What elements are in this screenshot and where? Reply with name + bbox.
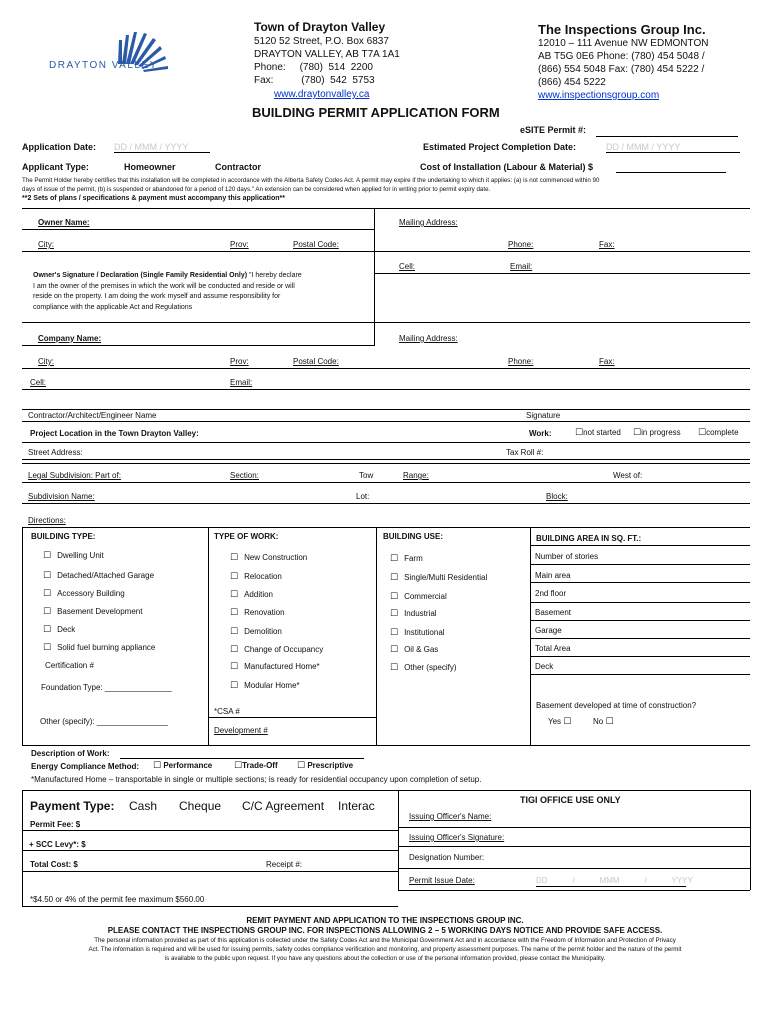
inspections-name: The Inspections Group Inc.	[538, 22, 706, 37]
area-row-divider	[530, 620, 750, 621]
building-use-header: BUILDING USE:	[383, 532, 443, 541]
checkbox-icon[interactable]: ☐	[43, 551, 52, 561]
building-type-label: Solid fuel burning appliance	[57, 643, 156, 652]
building-type-option[interactable]	[43, 607, 142, 617]
building-type-option[interactable]	[43, 571, 154, 581]
energy-compliance-label: Energy Compliance Method:	[31, 762, 140, 771]
work-complete-option[interactable]	[698, 428, 739, 438]
owner-name-label[interactable]: Owner Name:	[38, 218, 90, 227]
manufactured-note: *Manufactured Home – transportable in single or multiple sections; is ready for residential occupancy upon completion of setup.	[31, 775, 482, 784]
checkbox-icon[interactable]: ☐	[575, 428, 584, 438]
work-in-progress-label: in progress	[641, 428, 681, 437]
building-area-option[interactable]	[535, 552, 598, 561]
company-email-label[interactable]: Email:	[230, 378, 253, 387]
payment-interac-option[interactable]: Interac	[338, 799, 375, 813]
building-area-label: Deck	[535, 662, 554, 671]
designation-number-label[interactable]: Designation Number:	[409, 853, 485, 862]
checkbox-icon[interactable]: ☐	[230, 572, 239, 582]
type-of-work-header: TYPE OF WORK:	[214, 532, 279, 541]
cae-name-label[interactable]: Contractor/Architect/Engineer Name	[28, 411, 157, 420]
checkbox-icon[interactable]: ☐	[563, 717, 572, 727]
type-of-work-option[interactable]	[230, 662, 320, 672]
building-area-label: Total Area	[535, 644, 571, 653]
type-of-work-label: Demolition	[244, 627, 282, 636]
application-date-label: Application Date:	[22, 142, 97, 152]
checkbox-icon[interactable]: ☐	[230, 645, 239, 655]
type-of-work-option[interactable]	[230, 608, 285, 618]
area-row-divider	[530, 602, 750, 603]
area-row-divider	[530, 656, 750, 657]
building-area-option[interactable]	[535, 571, 571, 580]
type-of-work-label: Change of Occupancy	[244, 645, 324, 654]
date-dd: DD	[536, 876, 548, 885]
lot-label[interactable]: Lot:	[356, 492, 370, 501]
town-fax: Fax: (780) 542 5753	[254, 75, 375, 86]
inspections-line4: (866) 454 5222	[538, 77, 606, 88]
payment-cheque-option[interactable]: Cheque	[179, 799, 222, 813]
office-use-header: TIGI OFFICE USE ONLY	[520, 795, 621, 805]
company-prov-label[interactable]: Prov:	[230, 357, 249, 366]
building-area-label: Garage	[535, 626, 562, 635]
applicant-contractor-option[interactable]: Contractor	[215, 162, 262, 172]
town-website-link[interactable]: www.draytonvalley.ca	[274, 89, 370, 100]
building-type-option[interactable]	[43, 643, 155, 653]
building-use-option[interactable]	[390, 609, 437, 619]
type-of-work-option[interactable]	[230, 590, 273, 600]
building-type-option[interactable]	[43, 551, 104, 561]
scc-levy-label[interactable]: + SCC Levy*: $	[29, 840, 86, 849]
checkbox-icon[interactable]: ☐	[390, 645, 399, 655]
checkbox-icon[interactable]: ☐	[43, 643, 52, 653]
work-label: Work:	[529, 429, 552, 438]
checkbox-icon[interactable]: ☐	[43, 589, 52, 599]
remit-notice: REMIT PAYMENT AND APPLICATION TO THE INSPECTIONS GROUP INC.	[246, 916, 524, 925]
type-of-work-option[interactable]	[230, 645, 323, 655]
area-row-divider	[530, 582, 750, 583]
building-area-option[interactable]	[535, 626, 562, 635]
checkbox-icon[interactable]: ☐	[230, 590, 239, 600]
checkbox-icon[interactable]: ☐	[230, 681, 239, 691]
building-use-option[interactable]	[390, 628, 445, 638]
contact-notice: PLEASE CONTACT THE INSPECTIONS GROUP INC. FOR INSPECTIONS ALLOWING 2 – 5 WORKING DAYS NOTICE AND PROVIDE SAFE ACCESS.	[107, 926, 663, 935]
type-of-work-label: Renovation	[244, 608, 285, 617]
checkbox-icon[interactable]: ☐	[230, 608, 239, 618]
building-use-option[interactable]	[390, 554, 423, 564]
building-use-option[interactable]	[390, 663, 457, 673]
checkbox-icon[interactable]: ☐	[230, 553, 239, 563]
prescriptive-label: Prescriptive	[307, 761, 354, 770]
range-label[interactable]: Range:	[403, 471, 429, 480]
owner-mailing-label[interactable]: Mailing Address:	[399, 218, 458, 227]
payment-cc-option[interactable]: C/C Agreement	[242, 799, 325, 813]
owner-email-label[interactable]: Email:	[510, 262, 533, 271]
checkbox-icon[interactable]: ☐	[43, 625, 52, 635]
esite-field[interactable]	[596, 127, 738, 137]
block-label[interactable]: Block:	[546, 492, 568, 501]
applicant-homeowner-option[interactable]: Homeowner	[124, 162, 176, 172]
building-area-label: Main area	[535, 571, 571, 580]
form-title: BUILDING PERMIT APPLICATION FORM	[252, 105, 500, 120]
checkbox-icon[interactable]: ☐	[153, 761, 162, 771]
basement-yes-option[interactable]	[548, 717, 571, 727]
building-use-option[interactable]	[390, 573, 487, 583]
building-use-label: Industrial	[404, 609, 437, 618]
building-type-option[interactable]	[43, 625, 75, 635]
payment-type-label: Payment Type:	[30, 799, 115, 813]
company-city-label[interactable]: City:	[38, 357, 54, 366]
inspections-line3: (866) 554 5048 Fax: (780) 454 5222 /	[538, 64, 705, 75]
building-type-label: Accessory Building	[57, 589, 125, 598]
town-city: DRAYTON VALLEY, AB T7A 1A1	[254, 49, 400, 60]
project-location-label: Project Location in the Town Drayton Valley:	[30, 429, 199, 438]
checkbox-icon[interactable]: ☐	[43, 607, 52, 617]
owner-prov-label[interactable]: Prov:	[230, 240, 249, 249]
west-of-label[interactable]: West of:	[613, 471, 643, 480]
foundation-type-field[interactable]: Foundation Type: _______________	[41, 683, 172, 692]
checkbox-icon[interactable]: ☐	[230, 627, 239, 637]
work-not-started-option[interactable]	[575, 428, 621, 438]
building-use-label: Oil & Gas	[404, 645, 439, 654]
payment-cash-option[interactable]: Cash	[129, 799, 158, 813]
prescriptive-option[interactable]	[297, 761, 353, 771]
applicant-type-label: Applicant Type:	[22, 162, 89, 172]
plans-note: **2 Sets of plans / specifications & payment must accompany this application**	[22, 195, 285, 202]
checkbox-icon[interactable]: ☐	[390, 609, 399, 619]
building-use-label: Institutional	[404, 628, 445, 637]
basement-no-label: No	[593, 717, 604, 726]
owner-declaration	[33, 271, 302, 313]
basement-yes-label: Yes	[548, 717, 562, 726]
owner-cell-label[interactable]: Cell:	[399, 262, 416, 271]
building-area-option[interactable]	[535, 608, 571, 617]
building-use-option[interactable]	[390, 592, 447, 602]
checkbox-icon[interactable]: ☐	[297, 761, 306, 771]
issuing-officer-signature-label[interactable]: Issuing Officer's Signature:	[409, 833, 505, 842]
signature-label[interactable]: Signature	[526, 411, 561, 420]
performance-option[interactable]	[153, 761, 212, 771]
other-specify-field[interactable]: Other (specify): ________________	[40, 717, 169, 726]
building-type-label: Detached/Attached Garage	[57, 571, 155, 580]
certification-text-1: The Permit Holder hereby certifies that this installation will be completed in accordance with the Alberta Safety Codes Act. A permit may expire if the undertaking to which it applies: (a) is not commenced within 90	[22, 177, 600, 184]
work-complete-label: complete	[706, 428, 739, 437]
type-of-work-label: Modular Home*	[244, 681, 300, 690]
company-postal-label[interactable]: Postal Code:	[293, 357, 339, 366]
section-label[interactable]: Section:	[230, 471, 259, 480]
street-address-label[interactable]: Street Address:	[28, 448, 83, 457]
privacy-line-1: The personal information provided as part of this application is collected under the Safety Codes Act and the Municipal Government Act and in accordance with the Freedom of Information and Protection of Privacy	[94, 937, 676, 944]
type-of-work-label: New Construction	[244, 553, 308, 562]
date-yyyy: YYYY	[671, 876, 693, 885]
directions-label[interactable]: Directions:	[28, 516, 66, 525]
type-of-work-label: Addition	[244, 590, 273, 599]
tax-roll-label[interactable]: Tax Roll #:	[506, 448, 544, 457]
type-of-work-option[interactable]	[230, 553, 307, 563]
company-fax-label[interactable]: Fax:	[599, 357, 615, 366]
building-area-label: Basement	[535, 608, 572, 617]
inspections-line2: AB T5G 0E6 Phone: (780) 454 5048 /	[538, 51, 705, 62]
building-use-label: Single/Multi Residential	[404, 573, 488, 582]
building-area-option[interactable]	[535, 644, 571, 653]
description-label: Description of Work:	[31, 749, 110, 758]
building-area-option[interactable]	[535, 662, 553, 671]
tradeoff-option[interactable]	[234, 761, 278, 771]
owner-fax-label[interactable]: Fax:	[599, 240, 615, 249]
owner-declaration-line: I am the owner of the premises in which the work will be conducted and reside or will	[33, 282, 295, 290]
logo-text: DRAYTON VALLEY	[49, 60, 158, 71]
type-of-work-label: Relocation	[244, 572, 282, 581]
permit-fee-label[interactable]: Permit Fee: $	[30, 820, 81, 829]
owner-declaration-line: "I hereby declare	[247, 272, 302, 279]
privacy-line-2: Act. The information is required and will be used for issuing permits, safety codes compliance verification and monitoring, and property assessment purposes. The name of the permit holder and the nature of the permit	[88, 946, 682, 953]
basement-no-option[interactable]	[593, 717, 614, 727]
owner-declaration-heading: Owner's Signature / Declaration (Single Family Residential Only)	[33, 272, 248, 279]
work-in-progress-option[interactable]	[633, 428, 681, 438]
town-name: Town of Drayton Valley	[254, 20, 386, 34]
building-area-header: BUILDING AREA IN SQ. FT.:	[536, 534, 642, 543]
company-mailing-label[interactable]: Mailing Address:	[399, 334, 458, 343]
est-completion-label: Estimated Project Completion Date:	[423, 142, 577, 152]
permit-issue-date-field[interactable]: DD / MMM / YYYY	[536, 876, 693, 885]
company-phone-label[interactable]: Phone:	[508, 357, 534, 366]
area-row-divider	[530, 564, 750, 565]
building-use-option[interactable]	[390, 645, 438, 655]
building-use-label: Other (specify)	[404, 663, 457, 672]
tradeoff-label: Trade-Off	[242, 761, 278, 770]
area-row-divider	[530, 674, 750, 675]
total-cost-label[interactable]: Total Cost: $	[30, 860, 78, 869]
building-area-label: 2nd floor	[535, 589, 567, 598]
certification-text-2: days of issue of the permit, (b) is suspended or abandoned for a period of 120 days." An extension can be considered when applied for in writing prior to permit expiry date.	[22, 186, 491, 193]
building-use-label: Farm	[404, 554, 423, 563]
performance-label: Performance	[163, 761, 213, 770]
checkbox-icon[interactable]: ☐	[230, 662, 239, 672]
town-phone: Phone: (780) 514 2200	[254, 62, 373, 73]
building-type-label: Deck	[57, 625, 76, 634]
permit-issue-date-label[interactable]: Permit Issue Date:	[409, 876, 475, 885]
area-row-divider	[530, 638, 750, 639]
esite-label: eSITE Permit #:	[520, 125, 587, 135]
checkbox-icon[interactable]: ☐	[390, 554, 399, 564]
checkbox-icon[interactable]: ☐	[698, 428, 707, 438]
type-of-work-option[interactable]	[230, 627, 282, 637]
owner-phone-label[interactable]: Phone:	[508, 240, 534, 249]
building-area-label: Number of stories	[535, 552, 599, 561]
checkbox-icon[interactable]: ☐	[390, 573, 399, 583]
checkbox-icon[interactable]: ☐	[390, 628, 399, 638]
est-completion-field[interactable]: DD / MMM / YYYY	[606, 142, 740, 153]
building-type-label: Basement Development	[57, 607, 143, 616]
work-not-started-label: not started	[583, 428, 621, 437]
checkbox-icon[interactable]: ☐	[605, 717, 614, 727]
owner-declaration-line: reside on the property. I am doing the work myself and assume responsibility for	[33, 293, 281, 300]
cost-label: Cost of Installation (Labour & Material) $	[420, 162, 594, 172]
legal-subdivision-label[interactable]: Legal Subdivision: Part of:	[28, 471, 121, 480]
type-of-work-label: Manufactured Home*	[244, 662, 320, 671]
application-date-field[interactable]: DD / MMM / YYYY	[114, 142, 210, 153]
date-mmm: MMM	[599, 876, 620, 885]
development-label[interactable]: Development #	[214, 726, 268, 735]
company-name-label[interactable]: Company Name:	[38, 334, 102, 343]
checkbox-icon[interactable]: ☐	[43, 571, 52, 581]
levy-note: *$4.50 or 4% of the permit fee maximum $560.00	[30, 895, 205, 904]
owner-city-label[interactable]: City:	[38, 240, 54, 249]
privacy-line-3: is available to the public upon request. If you have any questions about the collection or use of the personal information provided, please contact the Municipality.	[164, 955, 606, 962]
town-logo	[42, 26, 182, 82]
township-label[interactable]: Tow	[359, 471, 374, 480]
building-type-label: Dwelling Unit	[57, 551, 104, 560]
checkbox-icon[interactable]: ☐	[633, 428, 642, 438]
checkbox-icon[interactable]: ☐	[234, 761, 243, 771]
building-use-label: Commercial	[404, 592, 447, 601]
certification-label[interactable]: Certification #	[45, 661, 94, 670]
issuing-officer-name-label[interactable]: Issuing Officer's Name:	[409, 812, 492, 821]
building-area-option[interactable]	[535, 589, 566, 598]
inspections-line1: 12010 – 111 Avenue NW EDMONTON	[538, 38, 709, 49]
checkbox-icon[interactable]: ☐	[390, 663, 399, 673]
checkbox-icon[interactable]: ☐	[390, 592, 399, 602]
type-of-work-option[interactable]	[230, 572, 282, 582]
basement-question: Basement developed at time of construction?	[536, 701, 697, 710]
owner-postal-label[interactable]: Postal Code:	[293, 240, 339, 249]
type-of-work-option[interactable]	[230, 681, 300, 691]
cost-field[interactable]	[616, 163, 726, 173]
building-type-header: BUILDING TYPE:	[31, 532, 96, 541]
town-address: 5120 52 Street, P.O. Box 6837	[254, 36, 389, 47]
receipt-label[interactable]: Receipt #:	[266, 860, 303, 869]
subdivision-name-label[interactable]: Subdivision Name:	[28, 492, 95, 501]
company-cell-label[interactable]: Cell:	[30, 378, 47, 387]
building-type-option[interactable]	[43, 589, 125, 599]
owner-declaration-line: compliance with the applicable Act and Regulations	[33, 303, 193, 311]
csa-label[interactable]: *CSA #	[214, 707, 240, 716]
inspections-website-link[interactable]: www.inspectionsgroup.com	[538, 90, 660, 101]
